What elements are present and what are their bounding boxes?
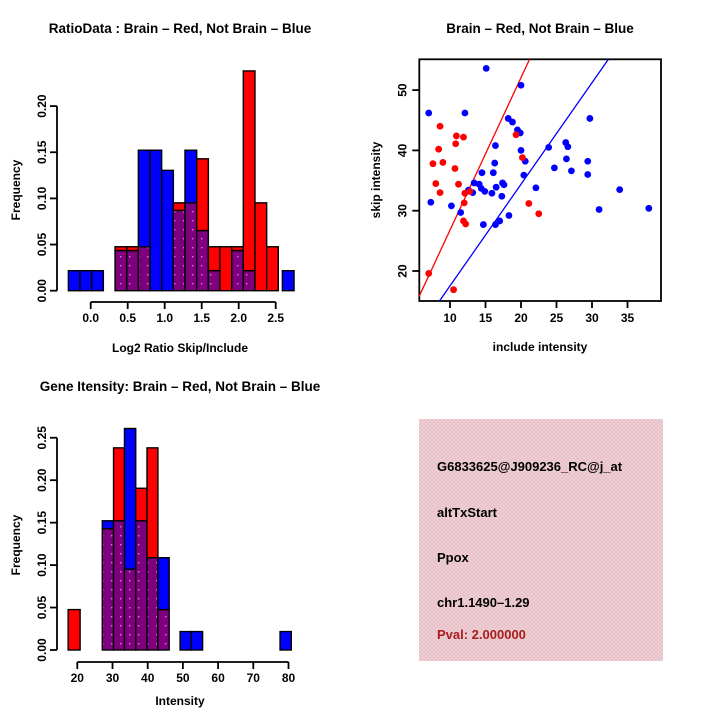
red-bar bbox=[197, 159, 209, 231]
axes bbox=[412, 59, 661, 308]
red-point bbox=[430, 160, 437, 167]
overlap-bar bbox=[102, 529, 113, 650]
blue-point bbox=[568, 168, 575, 175]
y-tick-label: 0.00 bbox=[35, 638, 49, 662]
blue-bar bbox=[191, 632, 202, 650]
gene-hist-ylabel: Frequency bbox=[9, 514, 23, 576]
blue-bar bbox=[280, 632, 291, 650]
overlap-bar bbox=[124, 569, 135, 650]
blue-point bbox=[501, 181, 508, 188]
blue-point bbox=[563, 155, 570, 162]
red-point bbox=[452, 165, 459, 172]
overlap-bar bbox=[173, 210, 185, 290]
y-tick-label: 0.15 bbox=[35, 510, 49, 535]
probe-id-text: G6833625@J909236_RC@j_at bbox=[437, 459, 623, 474]
red-bar bbox=[232, 247, 244, 251]
overlap-bar bbox=[208, 271, 220, 291]
data-points bbox=[425, 65, 652, 293]
overlap-bar bbox=[185, 203, 197, 291]
ratio-hist-ylabel: Frequency bbox=[9, 159, 23, 221]
red-point bbox=[525, 200, 532, 207]
pval-text: Pval: 2.000000 bbox=[437, 627, 526, 642]
blue-bar bbox=[80, 271, 92, 291]
overlap-bar bbox=[127, 251, 139, 291]
y-tick-label: 0.15 bbox=[35, 140, 49, 164]
gene-histogram-plot bbox=[0, 360, 360, 720]
x-tick-label: 10 bbox=[443, 311, 457, 325]
scatter-ylabel: skip intensity bbox=[369, 141, 383, 219]
red-bar bbox=[136, 488, 147, 521]
blue-point bbox=[425, 110, 432, 117]
blue-point bbox=[448, 202, 455, 209]
fit-lines bbox=[419, 59, 608, 301]
panel-info bbox=[360, 360, 720, 720]
red-bar bbox=[267, 247, 279, 291]
y-tick-label: 0.00 bbox=[35, 279, 49, 303]
blue-point bbox=[496, 218, 503, 225]
blue-bar bbox=[124, 428, 135, 569]
y-tick-label: 50 bbox=[395, 83, 410, 97]
gene-name-text: Ppox bbox=[437, 550, 469, 565]
red-point bbox=[513, 131, 520, 138]
blue-point bbox=[493, 184, 500, 191]
blue-bar bbox=[68, 271, 80, 291]
red-point bbox=[437, 189, 444, 196]
red-point bbox=[450, 286, 457, 293]
blue-point bbox=[427, 199, 434, 206]
overlap-bar bbox=[197, 231, 209, 291]
overlap-bar bbox=[243, 271, 255, 291]
red-point bbox=[432, 180, 439, 187]
scatter-xlabel: include intensity bbox=[492, 340, 588, 354]
blue-point bbox=[490, 169, 497, 176]
blue-point bbox=[479, 169, 486, 176]
blue-point bbox=[564, 143, 571, 150]
blue-bar bbox=[282, 271, 294, 291]
blue-point bbox=[616, 186, 623, 193]
red-fit-line bbox=[419, 59, 529, 296]
blue-point bbox=[586, 115, 593, 122]
red-point bbox=[462, 221, 469, 228]
blue-bar bbox=[150, 150, 162, 290]
plot-box bbox=[419, 59, 661, 301]
y-tick-label: 0.10 bbox=[35, 553, 49, 577]
ratio-histogram-plot bbox=[0, 0, 360, 360]
gene-hist-xlabel: Intensity bbox=[155, 694, 205, 708]
x-tick-label: 15 bbox=[478, 311, 493, 325]
scatter-title: Brain – Red, Not Brain – Blue bbox=[446, 21, 634, 36]
overlap-bar bbox=[136, 521, 147, 650]
panel-scatter bbox=[360, 0, 720, 360]
histogram-bars bbox=[68, 428, 291, 650]
red-point bbox=[452, 140, 459, 147]
blue-bar bbox=[138, 150, 150, 247]
red-point bbox=[455, 181, 462, 188]
blue-point bbox=[520, 172, 527, 179]
blue-point bbox=[584, 158, 591, 165]
gene-hist-title: Gene Itensity: Brain – Red, Not Brain – Blue bbox=[39, 379, 321, 394]
blue-point bbox=[462, 110, 469, 117]
blue-point bbox=[488, 190, 495, 197]
x-tick-label: 1.5 bbox=[193, 311, 211, 325]
red-bar bbox=[208, 247, 220, 271]
blue-point bbox=[518, 147, 525, 154]
blue-bar bbox=[180, 632, 191, 650]
red-bar bbox=[114, 448, 125, 521]
overlap-bar bbox=[138, 247, 150, 291]
x-tick-label: 0.0 bbox=[82, 311, 100, 325]
blue-bar bbox=[185, 150, 197, 203]
event-type-text: altTxStart bbox=[437, 505, 497, 520]
y-tick-label: 0.05 bbox=[35, 232, 49, 257]
ratio-hist-title: RatioData : Brain – Red, Not Brain – Blue bbox=[48, 21, 312, 36]
x-tick-label: 70 bbox=[246, 671, 260, 685]
overlap-bar bbox=[232, 251, 244, 291]
scatter-plot bbox=[360, 0, 720, 360]
x-tick-label: 35 bbox=[620, 311, 635, 325]
blue-point bbox=[533, 184, 540, 191]
x-tick-label: 80 bbox=[281, 671, 296, 685]
blue-point bbox=[509, 119, 516, 126]
blue-point bbox=[596, 206, 603, 213]
x-tick-label: 0.5 bbox=[119, 311, 137, 325]
red-bar bbox=[115, 247, 127, 251]
red-point bbox=[535, 210, 542, 217]
y-tick-label: 30 bbox=[395, 204, 410, 218]
overlap-bar bbox=[115, 251, 127, 291]
overlap-bar bbox=[147, 558, 158, 650]
red-bar bbox=[127, 247, 139, 251]
x-tick-label: 60 bbox=[211, 671, 225, 685]
x-tick-label: 2.5 bbox=[267, 311, 285, 325]
blue-fit-line bbox=[439, 59, 608, 301]
y-tick-label: 0.20 bbox=[35, 468, 49, 492]
blue-point bbox=[645, 205, 652, 212]
x-tick-label: 50 bbox=[176, 671, 190, 685]
blue-point bbox=[518, 82, 525, 89]
blue-point bbox=[481, 188, 488, 195]
x-tick-label: 1.0 bbox=[156, 311, 174, 325]
x-tick-label: 2.0 bbox=[230, 311, 248, 325]
blue-point bbox=[584, 171, 591, 178]
red-bar bbox=[68, 610, 80, 650]
y-tick-label: 0.05 bbox=[35, 595, 49, 620]
x-tick-label: 40 bbox=[141, 671, 155, 685]
blue-bar bbox=[158, 558, 169, 610]
blue-point bbox=[480, 221, 487, 228]
red-point bbox=[440, 159, 447, 166]
blue-point bbox=[498, 193, 505, 200]
overlap-bar bbox=[158, 610, 169, 650]
overlap-bar bbox=[114, 521, 125, 650]
blue-point bbox=[551, 164, 558, 171]
blue-point bbox=[506, 212, 513, 219]
red-bar bbox=[147, 448, 158, 558]
x-tick-label: 20 bbox=[70, 671, 84, 685]
y-tick-label: 0.20 bbox=[35, 94, 49, 118]
red-point bbox=[460, 134, 467, 141]
panel-gene-histogram bbox=[0, 360, 360, 720]
x-tick-label: 20 bbox=[514, 311, 528, 325]
blue-bar bbox=[162, 170, 174, 290]
y-tick-label: 0.10 bbox=[35, 186, 49, 211]
red-point bbox=[466, 188, 473, 195]
red-point bbox=[425, 270, 432, 277]
x-tick-label: 30 bbox=[105, 671, 120, 685]
info-box bbox=[419, 419, 663, 661]
blue-point bbox=[491, 160, 498, 167]
x-tick-label: 25 bbox=[549, 311, 564, 325]
x-tick-label: 30 bbox=[585, 311, 599, 325]
ratio-hist-xlabel: Log2 Ratio Skip/Include bbox=[111, 341, 248, 355]
red-point bbox=[437, 123, 444, 130]
red-bar bbox=[220, 247, 232, 291]
y-tick-label: 0.25 bbox=[35, 426, 49, 450]
blue-point bbox=[483, 65, 490, 72]
red-point bbox=[519, 154, 526, 161]
y-tick-label: 40 bbox=[395, 143, 410, 158]
blue-bar bbox=[92, 271, 104, 291]
red-bar bbox=[243, 71, 255, 271]
blue-bar bbox=[102, 521, 113, 529]
red-point bbox=[435, 146, 442, 153]
red-bar bbox=[173, 203, 185, 211]
panel-ratio-histogram bbox=[0, 0, 360, 360]
blue-point bbox=[457, 209, 464, 216]
chromosome-text: chr1.1490–1.29 bbox=[437, 595, 530, 610]
histogram-bars bbox=[68, 71, 294, 291]
blue-point bbox=[492, 142, 499, 149]
blue-point bbox=[545, 144, 552, 151]
red-point bbox=[461, 199, 468, 206]
y-tick-label: 20 bbox=[395, 264, 410, 278]
red-bar bbox=[255, 203, 267, 291]
red-point bbox=[453, 133, 460, 140]
